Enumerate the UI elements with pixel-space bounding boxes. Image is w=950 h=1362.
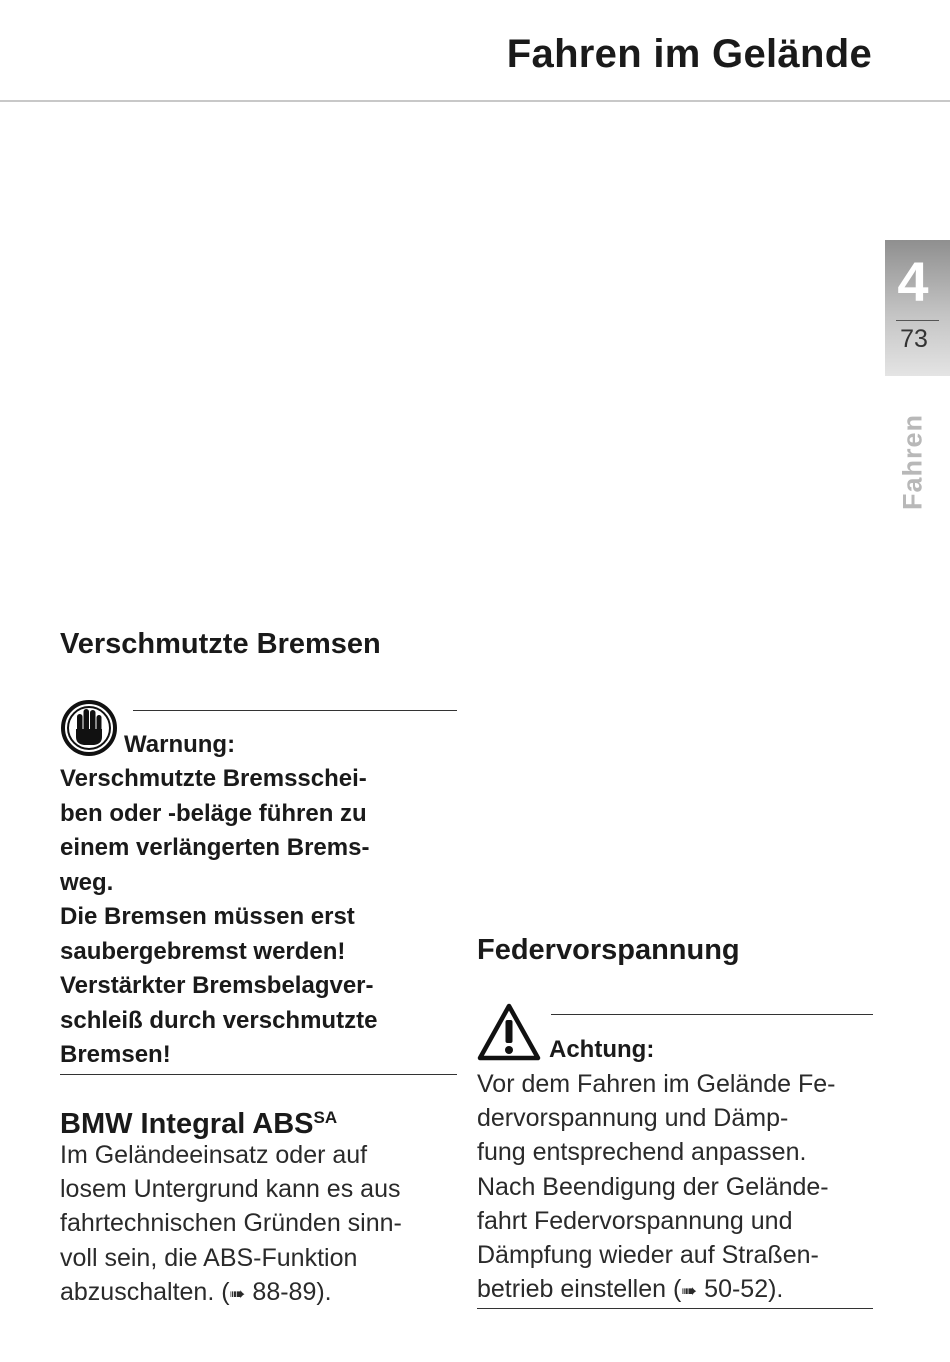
abs-paragraph bbox=[60, 1138, 402, 1312]
warning-line: Verschmutzte Bremsschei- bbox=[60, 765, 367, 792]
warning-label: Warnung: bbox=[124, 731, 236, 758]
chapter-tab bbox=[885, 240, 950, 376]
warning-line: schleiß durch verschmutzte bbox=[60, 1006, 378, 1034]
abs-line: fahrtechnischen Gründen sinn- bbox=[60, 1209, 402, 1238]
warning-line: Bremsen! bbox=[60, 1041, 171, 1068]
caution-label: Achtung: bbox=[549, 1036, 655, 1063]
abs-last-line-text: abzuschalten. ( bbox=[60, 1277, 230, 1306]
caution-text bbox=[477, 1067, 836, 1309]
reference-arrow-icon: ➠ bbox=[229, 1283, 246, 1305]
section-heading-spring-preload: Federvorspannung bbox=[477, 934, 740, 966]
warning-top-rule bbox=[133, 710, 457, 711]
section-heading-dirty-brakes: Verschmutzte Bremsen bbox=[60, 628, 381, 660]
warning-triangle-icon bbox=[476, 1002, 542, 1062]
abs-line: losem Untergrund kann es aus bbox=[60, 1175, 401, 1204]
caution-line: dervorspannung und Dämp- bbox=[477, 1104, 789, 1133]
abs-line-last bbox=[60, 1275, 402, 1312]
caution-top-rule bbox=[551, 1014, 873, 1015]
section-heading-abs bbox=[60, 1110, 337, 1139]
chapter-number: 4 bbox=[897, 250, 929, 313]
warning-line: einem verlängerten Brems- bbox=[60, 834, 370, 861]
header-divider bbox=[0, 100, 950, 102]
chapter-side-label: Fahren bbox=[897, 413, 928, 511]
caution-line-last bbox=[477, 1272, 836, 1309]
caution-line: Nach Beendigung der Gelände- bbox=[477, 1172, 829, 1201]
caution-bottom-rule bbox=[477, 1308, 873, 1309]
caution-line: fung entsprechend anpassen. bbox=[477, 1138, 807, 1167]
abs-line: Im Geländeeinsatz oder auf bbox=[60, 1141, 368, 1169]
abs-page-reference: 88-89). bbox=[245, 1277, 332, 1306]
stop-hand-icon bbox=[59, 698, 119, 758]
warning-line: Verstärkter Bremsbelagver- bbox=[60, 972, 374, 999]
caution-line: Dämpfung wieder auf Straßen- bbox=[477, 1241, 819, 1270]
abs-heading-text: BMW Integral ABS bbox=[60, 1108, 314, 1140]
abs-line: voll sein, die ABS-Funktion bbox=[60, 1243, 358, 1272]
abs-heading-superscript: SA bbox=[313, 1108, 338, 1127]
warning-text bbox=[60, 762, 377, 1073]
warning-bottom-rule bbox=[60, 1074, 457, 1075]
caution-page-reference: 50-52). bbox=[697, 1275, 784, 1304]
page-number: 73 bbox=[900, 325, 928, 353]
page-title: Fahren im Gelände bbox=[506, 32, 872, 76]
warning-line: saubergebremst werden! bbox=[60, 937, 346, 965]
caution-line: fahrt Federvorspannung und bbox=[477, 1206, 793, 1235]
caution-last-line-text: betrieb einstellen ( bbox=[477, 1275, 682, 1304]
caution-line: Vor dem Fahren im Gelände Fe- bbox=[477, 1070, 836, 1098]
warning-line: ben oder -beläge führen zu bbox=[60, 799, 367, 827]
warning-line: Die Bremsen müssen erst bbox=[60, 903, 355, 930]
reference-arrow-icon: ➠ bbox=[681, 1281, 698, 1303]
chapter-tab-divider bbox=[896, 320, 939, 321]
warning-line: weg. bbox=[60, 868, 114, 896]
